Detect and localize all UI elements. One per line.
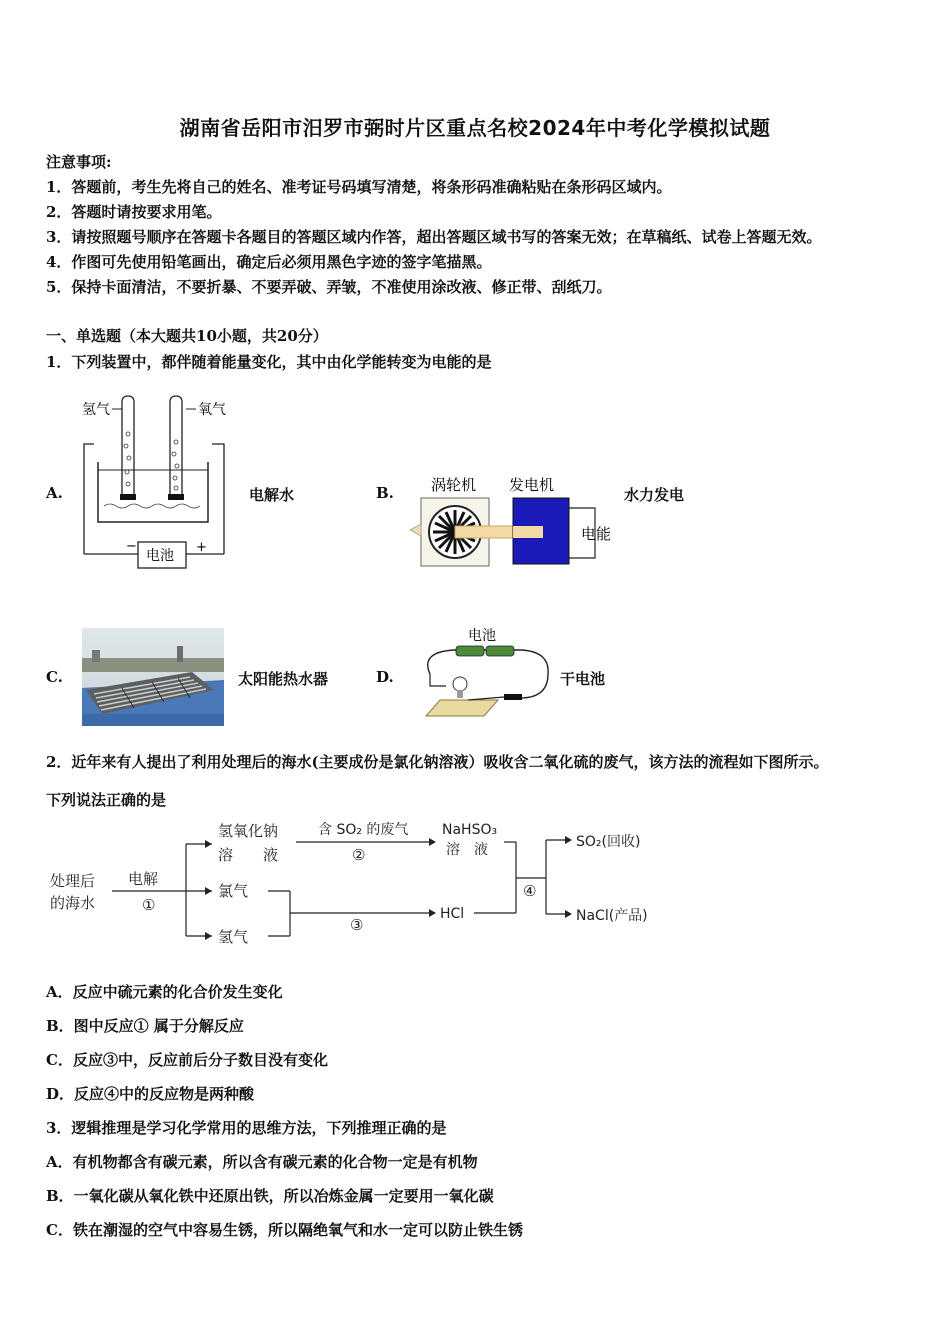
q2-option: C．反应③中，反应前后分子数目没有变化	[46, 1051, 328, 1069]
q1-stem: 1．下列装置中，都伴随着能量变化，其中由化学能转变为电能的是	[46, 353, 492, 371]
flow-step1: ①	[142, 896, 156, 914]
solar-heater-photo	[82, 628, 224, 726]
flow-nahso3-line1: NaHSO₃	[442, 822, 498, 838]
minus-sign: −	[126, 539, 137, 554]
oxygen-label: 氧气	[198, 402, 226, 418]
flow-naoh-line2: 溶 液	[218, 846, 279, 864]
q2-option: B．图中反应① 属于分解反应	[46, 1017, 244, 1035]
flow-step2: ②	[352, 846, 366, 864]
generator-label: 发电机	[509, 476, 555, 494]
turbine-label: 涡轮机	[431, 476, 477, 494]
q1-option-label: 干电池	[560, 670, 606, 688]
dry-cell-figure	[410, 624, 555, 722]
energy-label: 电能	[581, 525, 612, 543]
notice-item: 4．作图可先使用铅笔画出，确定后必须用黑色字迹的签字笔描黑。	[46, 253, 492, 271]
q3-stem: 3．逻辑推理是学习化学常用的思维方法，下列推理正确的是	[46, 1119, 447, 1137]
notice-item: 5．保持卡面清洁，不要折暴、不要弄破、弄皱，不准使用涂改液、修正带、刮纸刀。	[46, 278, 612, 296]
flow-step3: ③	[350, 916, 364, 934]
flow-source-line2: 的海水	[50, 894, 96, 912]
q1-option-label: 电解水	[249, 486, 295, 504]
flow-chlorine: 氯气	[218, 882, 249, 900]
cell-battery-label: 电池	[468, 628, 496, 644]
flow-electrolysis: 电解	[128, 870, 159, 888]
notice-item: 2．答题时请按要求用笔。	[46, 203, 222, 221]
q2-option: A．反应中硫元素的化合价发生变化	[46, 983, 283, 1001]
flow-naoh-line1: 氢氧化钠	[218, 822, 279, 840]
electrolysis-figure	[78, 394, 238, 574]
notice-item: 3．请按照题号顺序在答题卡各题目的答题区域内作答，超出答题区域书写的答案无效；在草稿纸、试卷上答题无效。	[46, 228, 822, 246]
section-heading: 一、单选题（本大题共10小题，共20分）	[46, 327, 328, 345]
page-title: 湖南省岳阳市汨罗市弼时片区重点名校2024年中考化学模拟试题	[179, 116, 771, 140]
process-flow-diagram	[46, 816, 686, 956]
flow-step4: ④	[523, 882, 537, 900]
flow-so2-recovered: SO₂(回收)	[576, 834, 641, 850]
q1-option-letter: D.	[376, 668, 394, 686]
q1-option-label: 太阳能热水器	[238, 670, 329, 688]
hydropower-figure	[405, 472, 620, 572]
q1-option-letter: B.	[376, 484, 394, 502]
flow-so2-gas: 含 SO₂ 的废气	[318, 822, 409, 838]
notice-heading: 注意事项:	[46, 153, 112, 171]
flow-nahso3-line2: 溶 液	[446, 842, 488, 858]
flow-source-line1: 处理后	[50, 872, 96, 890]
battery-label: 电池	[146, 548, 174, 564]
q3-option: B．一氧化碳从氧化铁中还原出铁，所以冶炼金属一定要用一氧化碳	[46, 1187, 494, 1205]
q3-option: C．铁在潮湿的空气中容易生锈，所以隔绝氧气和水一定可以防止铁生锈	[46, 1221, 523, 1239]
q3-option: A．有机物都含有碳元素，所以含有碳元素的化合物一定是有机物	[46, 1153, 478, 1171]
flow-nacl-product: NaCl(产品)	[576, 908, 648, 924]
flow-hydrogen: 氢气	[218, 928, 249, 946]
q1-option-letter: A.	[46, 484, 63, 502]
q1-option-label: 水力发电	[624, 486, 685, 504]
hydrogen-label: 氢气	[82, 402, 110, 418]
q2-stem-line1: 2．近年来有人提出了利用处理后的海水(主要成份是氯化钠溶液）吸收含二氧化硫的废气，该方法的流程如下图所示。	[46, 753, 829, 771]
q2-option: D．反应④中的反应物是两种酸	[46, 1085, 255, 1103]
q1-option-letter: C.	[46, 668, 63, 686]
notice-item: 1．答题前，考生先将自己的姓名、准考证号码填写清楚，将条形码准确粘贴在条形码区域内。	[46, 178, 672, 196]
q2-stem-line2: 下列说法正确的是	[46, 791, 167, 809]
plus-sign: +	[196, 540, 207, 555]
flow-hcl: HCl	[440, 906, 465, 922]
